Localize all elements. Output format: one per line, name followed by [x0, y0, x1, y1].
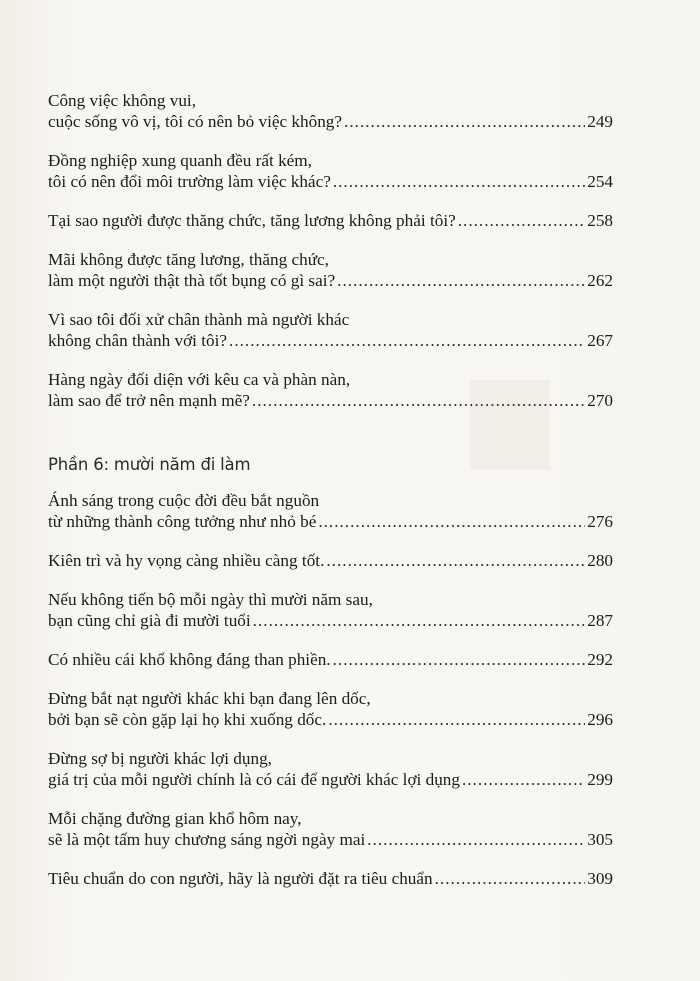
toc-entry: [48, 150, 613, 192]
dot-leader: [337, 270, 585, 291]
page-number: 296: [587, 710, 613, 729]
dot-leader: [229, 330, 585, 351]
toc-entry-title-text: Có nhiều cái khổ không đáng than phiền.: [48, 650, 331, 669]
toc-entry-title-text: cuộc sống vô vị, tôi có nên bỏ việc không?: [48, 112, 343, 131]
toc-entry-title-text: làm một người thật thà tốt bụng có gì sai?: [48, 271, 336, 290]
toc-entry-last-line: [48, 868, 613, 889]
toc-entry-title-text: Tiêu chuẩn do con người, hãy là người đặt ra tiêu chuẩn: [48, 869, 433, 888]
toc-entry-last-line: [48, 210, 613, 231]
dot-leader: [344, 111, 585, 132]
toc-entry-last-line: [48, 769, 613, 790]
toc-entry-title-text: làm sao để trở nên mạnh mẽ?: [48, 391, 250, 410]
page-number: 287: [587, 611, 613, 630]
toc-entry-title-line: Đừng sợ bị người khác lợi dụng,: [48, 749, 272, 768]
table-of-contents: [48, 90, 613, 907]
dot-leader: [253, 610, 586, 631]
page-number: 258: [587, 211, 613, 230]
toc-entry-last-line: [48, 829, 613, 850]
page-number: 292: [587, 650, 613, 669]
toc-entry-title-line: Nếu không tiến bộ mỗi ngày thì mười năm sau,: [48, 590, 373, 609]
toc-entry-title-text: Kiên trì và hy vọng càng nhiều càng tốt.: [48, 551, 325, 570]
toc-entry-last-line: [48, 550, 613, 571]
dot-leader: [435, 868, 586, 889]
page-number: 299: [587, 770, 613, 789]
toc-entry-last-line: [48, 649, 613, 670]
toc-entry-title-text: sẽ là một tấm huy chương sáng ngời ngày mai: [48, 830, 366, 849]
toc-entry-title-line: Đừng bắt nạt người khác khi bạn đang lên dốc,: [48, 689, 371, 708]
page-number: 305: [587, 830, 613, 849]
toc-group-1: [48, 90, 613, 411]
toc-entry-title-text: Tại sao người được thăng chức, tăng lương không phải tôi?: [48, 211, 456, 230]
dot-leader: [328, 709, 585, 730]
page-number: 262: [587, 271, 613, 290]
toc-entry-last-line: [48, 270, 613, 291]
toc-entry: [48, 868, 613, 889]
page-number: 276: [587, 512, 613, 531]
toc-entry-title-text: không chân thành với tôi?: [48, 331, 228, 350]
toc-entry-last-line: [48, 111, 613, 132]
toc-entry: [48, 249, 613, 291]
page-number: 254: [587, 172, 613, 191]
toc-entry-title-line: Mỗi chặng đường gian khổ hôm nay,: [48, 809, 302, 828]
toc-entry-title-text: bạn cũng chỉ già đi mười tuổi: [48, 611, 251, 630]
toc-entry-title-text: bởi bạn sẽ còn gặp lại họ khi xuống dốc.: [48, 710, 327, 729]
toc-entry: [48, 649, 613, 670]
page-number: 270: [587, 391, 613, 410]
toc-entry: [48, 490, 613, 532]
toc-entry-last-line: [48, 511, 613, 532]
toc-entry-title-line: Mãi không được tăng lương, thăng chức,: [48, 250, 329, 269]
toc-entry-title-line: Hàng ngày đối diện với kêu ca và phàn nàn,: [48, 370, 351, 389]
page-number: 280: [587, 551, 613, 570]
toc-entry: [48, 688, 613, 730]
dot-leader: [462, 769, 585, 790]
toc-entry-title-line: Ánh sáng trong cuộc đời đều bắt nguồn: [48, 491, 320, 510]
toc-entry: [48, 369, 613, 411]
page-number: 267: [587, 331, 613, 350]
dot-leader: [333, 171, 585, 192]
toc-entry-title-text: từ những thành công tưởng như nhỏ bé: [48, 512, 317, 531]
dot-leader: [318, 511, 585, 532]
dot-leader: [333, 649, 586, 670]
dot-leader: [252, 390, 585, 411]
toc-entry-last-line: [48, 390, 613, 411]
toc-entry-title-text: giá trị của mỗi người chính là có cái để người khác lợi dụng: [48, 770, 460, 789]
toc-entry: [48, 309, 613, 351]
toc-entry: [48, 550, 613, 571]
page-number: 249: [587, 112, 613, 131]
toc-entry-title-line: Đồng nghiệp xung quanh đều rất kém,: [48, 151, 312, 170]
toc-entry: [48, 748, 613, 790]
toc-entry-last-line: [48, 610, 613, 631]
toc-entry: [48, 589, 613, 631]
dot-leader: [326, 550, 585, 571]
toc-entry-title-text: tôi có nên đổi môi trường làm việc khác?: [48, 172, 331, 191]
toc-entry-title-line: Công việc không vui,: [48, 91, 196, 110]
page-number: 309: [587, 869, 613, 888]
toc-entry-last-line: [48, 709, 613, 730]
toc-entry: [48, 808, 613, 850]
toc-entry-last-line: [48, 171, 613, 192]
toc-group-2: [48, 490, 613, 889]
section-heading: Phần 6: mười năm đi làm: [48, 455, 251, 474]
dot-leader: [367, 829, 585, 850]
toc-entry-title-line: Vì sao tôi đối xử chân thành mà người khác: [48, 310, 350, 329]
toc-entry-last-line: [48, 330, 613, 351]
toc-entry: [48, 210, 613, 231]
toc-entry: [48, 90, 613, 132]
dot-leader: [458, 210, 586, 231]
